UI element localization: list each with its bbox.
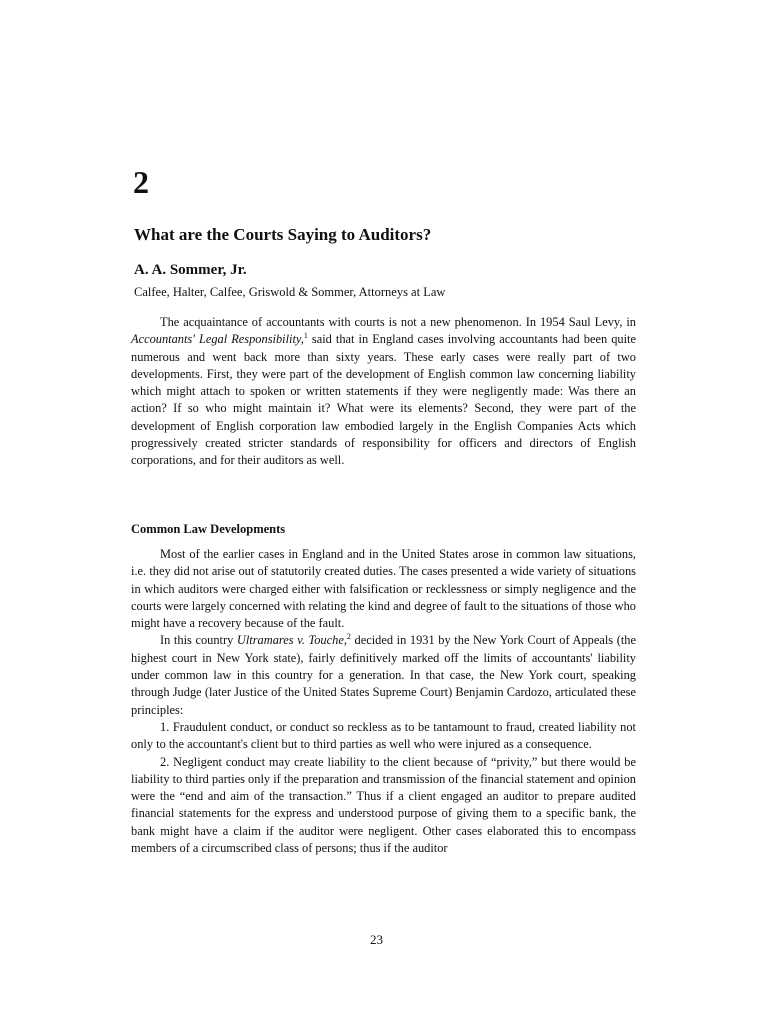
principle-2: 2. Negligent conduct may create liability to the client because of “privity,” but there would be liability to third parties only if the preparation and transmission of the financial statement and opinion were the “end and aim of the transaction.” Thus if a client engaged an auditor to prepare audited financial statements for the express and understood purpose of giving them to a specific bank, the bank might have a claim if the auditor were negligent. Other cases elaborated this to encompass members of a circumscribed class of persons; thus if the auditor xyxy=(131,754,636,856)
document-page xyxy=(131,0,636,1024)
section-p2-text-a: In this country xyxy=(160,633,237,648)
footnote-ref-1: 1 xyxy=(303,331,308,341)
intro-book-title: Accountants' Legal Responsibility, xyxy=(131,332,304,347)
author-name: A. A. Sommer, Jr. xyxy=(134,262,247,278)
principle-1: 1. Fraudulent conduct, or conduct so reckless as to be tantamount to fraud, created liability not only to the accountant's client but to third parties as well who were injured as a consequence. xyxy=(131,719,636,752)
section-p2-text-b: decided in 1931 by the New York Court of Appeals (the highest court in New York state), fairly definitively marked off the limits of accountants' liability under common law in this country for a generation. In that case, the New York court, speaking through Judge (later Justice of the United States Supreme Court) Benjamin Cardozo, articulated these principles: xyxy=(131,633,636,717)
section-heading: Common Law Developments xyxy=(131,522,286,536)
section-paragraph-1: Most of the earlier cases in England and in the United States arose in common law situations, i.e. they did not arise out of statutorily created duties. The cases presented a wide variety of situations in which auditors were charged either with falsification or recklessness or simply negligence and the courts were largely concerned with relating the kind and degree of fault to the situations of those who might have a recovery because of the fault. xyxy=(131,547,636,631)
author-affiliation: Calfee, Halter, Calfee, Griswold & Sommer, Attorneys at Law xyxy=(134,285,446,299)
chapter-title: What are the Courts Saying to Auditors? xyxy=(134,225,432,244)
page-number: 23 xyxy=(370,932,383,947)
footnote-ref-2: 2 xyxy=(346,632,351,642)
section-paragraph-2 xyxy=(131,632,636,718)
intro-text-a: The acquaintance of accountants with courts is not a new phenomenon. In 1954 Saul Levy, in xyxy=(160,315,636,329)
intro-text-b: said that in England cases involving accountants had been quite numerous and went back more than sixty years. These early cases were really part of two developments. First, they were part of the development of English common law concerning liability which might attach to spoken or written statements if they were negligently made: Was there an action? If so who might maintain it? What were its elements? Second, they were part of the development of English corporation law embodied largely in the English Companies Acts which progressively created stricter standards of responsibility for officers and directors of English corporations, and for their auditors as well. xyxy=(131,332,636,468)
case-name: Ultramares v. Touche, xyxy=(236,633,347,648)
intro-paragraph xyxy=(131,314,636,470)
section-body xyxy=(131,546,636,857)
chapter-number: 2 xyxy=(133,164,149,200)
